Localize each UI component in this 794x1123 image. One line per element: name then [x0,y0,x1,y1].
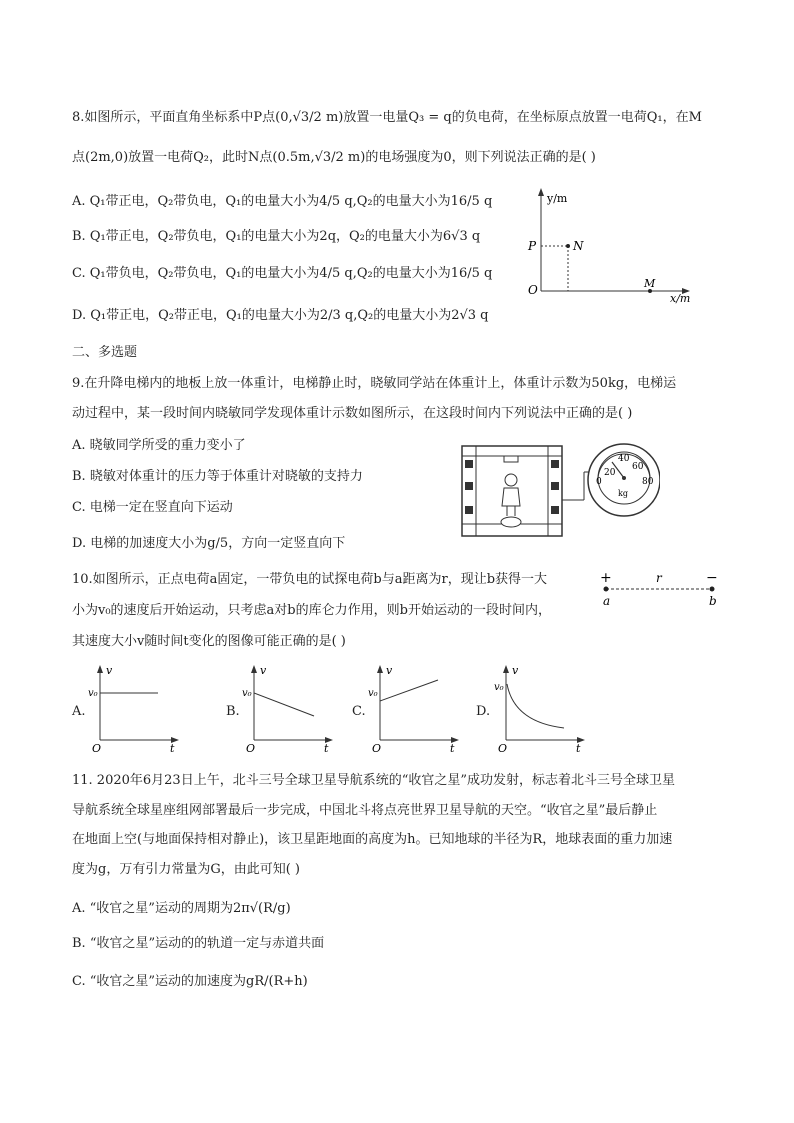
q9-option-b: B. 晓敏对体重计的压力等于体重计对晓敏的支持力 [72,469,363,484]
q11-stem-line3: 在地面上空(与地面保持相对静止)，该卫星距地面的高度为h。已知地球的半径为R，地球表面的重力加速 [72,832,673,847]
q8-option-c: C. Q₁带负电，Q₂带负电，Q₁的电量大小为4/5 q,Q₂的电量大小为16/5 q [72,266,493,281]
q11-stem-line2: 导航系统全球星座组网部署最后一步完成，中国北斗将点亮世界卫星导航的天空。“收官之星”最后静止 [72,803,658,818]
q8-option-b: B. Q₁带正电，Q₂带负电，Q₁的电量大小为2q，Q₂的电量大小为6√3 q [72,229,481,244]
q11-option-c: C. “收官之星”运动的加速度为gR/(R+h) [72,974,308,989]
dial-tick-80: 80 [642,477,654,487]
axis-v-label: v [106,664,113,677]
q11-option-a: A. “收官之星”运动的周期为2π√(R/g) [72,901,291,916]
axis-v-label: v [386,664,393,677]
q8-option-d: D. Q₁带正电，Q₂带正电，Q₁的电量大小为2/3 q,Q₂的电量大小为2√3 q [72,308,489,323]
q8-option-a: A. Q₁带正电，Q₂带负电，Q₁的电量大小为4/5 q,Q₂的电量大小为16/5 q [72,194,493,209]
dial-tick-20: 20 [604,468,616,478]
q9-stem-line1: 9.在升降电梯内的地板上放一体重计，电梯静止时，晓敏同学站在体重计上，体重计示数为50kg，电梯运 [72,376,677,391]
axis-v0-label: v₀ [88,688,98,699]
q10-graph-d [494,662,594,752]
q8-label-p: P [528,239,537,253]
q8-xlabel: x/m [670,292,691,305]
axis-v0-label: v₀ [368,688,378,699]
distance-label-r: r [656,571,662,585]
q8-label-o: O [528,283,538,297]
q10-graph-b [242,662,342,752]
charge-plus-sign: + [600,570,612,586]
q10-stem-line1: 10.如图所示，正点电荷a固定，一带负电的试探电荷b与a距离为r，现让b获得一大 [72,572,548,587]
q9-option-a: A. 晓敏同学所受的重力变小了 [72,438,246,453]
axis-v0-label: v₀ [494,682,504,693]
dial-tick-60: 60 [632,462,644,472]
q9-option-d: D. 电梯的加速度大小为g/5，方向一定竖直向下 [72,536,346,551]
q11-option-b: B. “收官之星”运动的的轨道一定与赤道共面 [72,936,325,951]
section-title: 二、多选题 [72,345,138,360]
axis-origin-label: O [372,742,382,752]
q8-label-m: M [644,277,656,290]
q9-elevator-figure [460,440,660,540]
axis-v0-label: v₀ [242,688,252,699]
charge-label-a: a [603,594,611,608]
charge-minus-sign: − [706,570,718,586]
q10-label-d: D. [476,704,491,719]
q10-stem-line2: 小为v₀的速度后开始运动，只考虑a对b的库仑力作用，则b开始运动的一段时间内， [72,603,551,618]
q11-stem-line4: 度为g，万有引力常量为G，由此可知( ) [72,862,300,877]
q8-label-n: N [573,239,584,253]
axis-origin-label: O [498,742,508,752]
q8-stem-line1: 8.如图所示，平面直角坐标系中P点(0,√3/2 m)放置一电量Q₃ = q的负电荷，在坐标原点放置一电荷Q₁，在M [72,110,702,125]
q10-graph-c [368,662,468,752]
q9-option-c: C. 电梯一定在竖直向下运动 [72,500,233,515]
axis-t-label: t [170,742,175,752]
axis-v-label: v [512,664,519,677]
axis-origin-label: O [246,742,256,752]
dial-tick-40: 40 [618,454,630,464]
q10-label-b: B. [226,704,240,719]
axis-t-label: t [450,742,455,752]
axis-t-label: t [324,742,329,752]
axis-origin-label: O [92,742,102,752]
q10-charge-figure [598,568,728,608]
dial-tick-0: 0 [596,477,602,487]
q8-coordinate-figure [520,186,700,306]
axis-t-label: t [576,742,581,752]
q10-graph-a [88,662,188,752]
q10-stem-line3: 其速度大小v随时间t变化的图像可能正确的是( ) [72,634,346,649]
q8-stem-line2: 点(2m,0)放置一电荷Q₂，此时N点(0.5m,√3/2 m)的电场强度为0，则下列说法正确的是( ) [72,150,596,165]
q10-label-a: A. [72,704,86,719]
dial-unit: kg [618,489,628,498]
q10-label-c: C. [352,704,366,719]
charge-label-b: b [709,594,717,608]
q11-stem-line1: 11. 2020年6月23日上午，北斗三号全球卫星导航系统的“收官之星”成功发射，标志着北斗三号全球卫星 [72,773,675,788]
q9-stem-line2: 动过程中，某一段时间内晓敏同学发现体重计示数如图所示，在这段时间内下列说法中正确的是( ) [72,406,633,421]
q8-ylabel: y/m [547,192,568,205]
axis-v-label: v [260,664,267,677]
